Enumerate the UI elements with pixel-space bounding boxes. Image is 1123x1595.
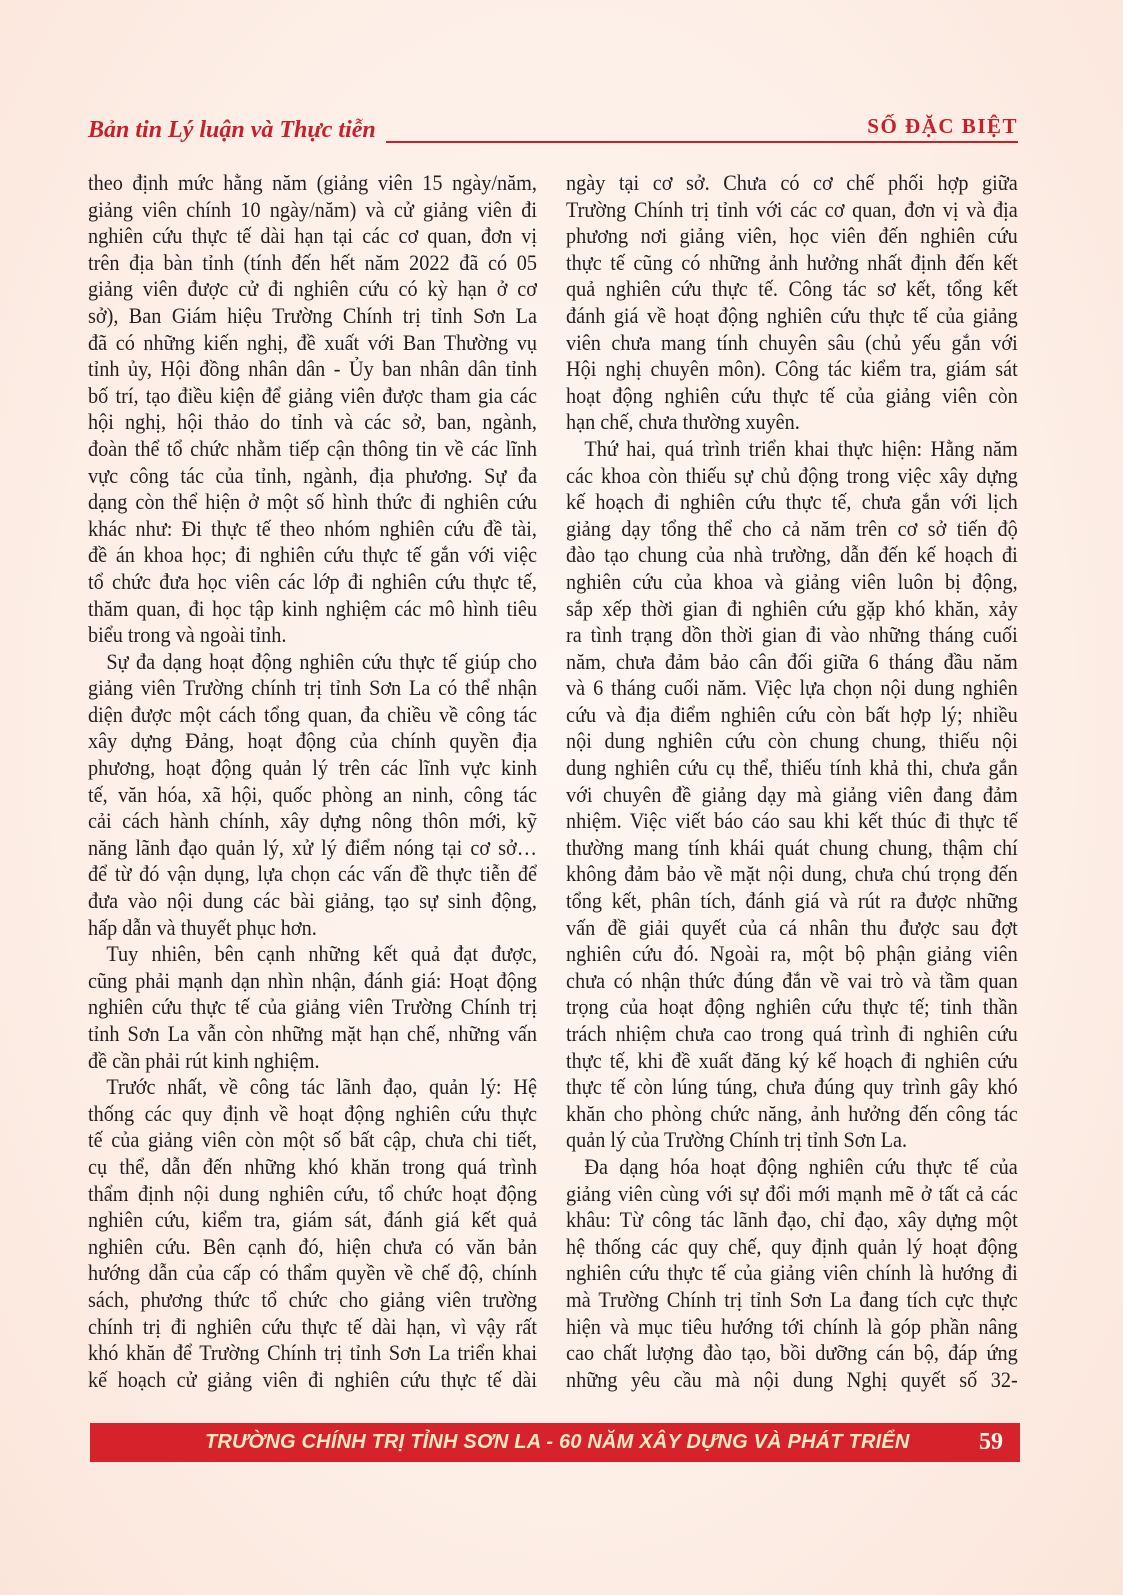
text-line: trọng của hoạt động nghiên cứu thực tế; tinh thần <box>566 994 1018 1020</box>
text-line: đã có những kiến nghị, đề xuất với Ban Thường vụ <box>88 329 537 355</box>
text-column-left <box>88 170 537 1396</box>
text-line: giảng dạy tổng thể cho cả năm trên cơ sở tiến độ <box>566 515 1018 541</box>
text-line: giảng viên Trường chính trị tỉnh Sơn La có thể nhận <box>88 675 537 701</box>
text-line: thống các quy định về hoạt động nghiên cứu thực <box>88 1100 537 1126</box>
text-line: biểu trong và ngoài tỉnh. <box>88 622 287 648</box>
text-line: trách nhiệm chưa cao trong quá trình đi nghiên cứu <box>566 1021 1018 1046</box>
text-line: tế, văn hóa, xã hội, quốc phòng an ninh, công tác <box>88 781 537 807</box>
text-line: thực tế, khi đề xuất đăng ký kế hoạch đi nghiên cứu <box>566 1047 1018 1073</box>
text-line: thực tế cũng có những ảnh hưởng nhất định đến kết <box>566 249 1018 275</box>
text-line: thực tế còn lúng túng, chưa đúng quy trình gây khó <box>566 1074 1018 1100</box>
paragraph <box>88 170 537 649</box>
text-line: để từ đó vận dụng, lựa chọn các vấn đề thực tiễn để <box>88 861 537 887</box>
text-line: nghiên cứu của khoa và giảng viên luôn bị động, <box>566 568 1018 594</box>
text-line: cụ thể, dẫn đến những khó khăn trong quá trình <box>88 1153 537 1179</box>
text-line: nghiên cứu thực tế của giảng viên chính là hướng đi <box>566 1260 1018 1286</box>
text-line: Sự đa dạng hoạt động nghiên cứu thực tế giúp cho <box>106 648 537 674</box>
text-line: các khoa còn thiếu sự chủ động trong việc xây dựng <box>566 462 1018 488</box>
text-line: nhiệm. Việc viết báo cáo sau khi kết thúc đi thực tế <box>566 808 1018 834</box>
text-line: thẩm định nội dung nghiên cứu, tổ chức hoạt động <box>88 1180 537 1206</box>
text-line: đề cần phải rút kinh nghiệm. <box>88 1047 320 1073</box>
text-line: Đa dạng hóa hoạt động nghiên cứu thực tế của <box>584 1153 1018 1179</box>
paragraph <box>88 1074 537 1393</box>
text-line: thăm quan, đi học tập kinh nghiệm các mô hình tiêu <box>88 595 537 621</box>
text-line: nghiên cứu thực tế dài hạn tại các cơ quan, đơn vị <box>88 223 537 249</box>
text-line: nghiên cứu, kiểm tra, giám sát, đánh giá kết quả <box>88 1207 537 1233</box>
text-line: trên địa bàn tỉnh (tính đến hết năm 2022 đã có 05 <box>88 249 537 275</box>
edition-label: SỐ ĐẶC BIỆT <box>867 114 1018 138</box>
text-line: ngày tại cơ sở. Chưa có cơ chế phối hợp giữa <box>566 170 1018 195</box>
text-column-right <box>566 170 1018 1396</box>
footer-banner-text: TRƯỜNG CHÍNH TRỊ TỈNH SƠN LA - 60 NĂM XÂY DỰNG VÀ PHÁT TRIỂN <box>205 1431 910 1453</box>
text-line: hội nghị, hội thảo do tỉnh và các sở, ban, ngành, <box>88 409 537 435</box>
text-line: khác như: Đi thực tế theo nhóm nghiên cứu đề tài, <box>88 515 537 541</box>
text-line: phương, hoạt động quản lý trên các lĩnh vực kinh <box>88 755 537 781</box>
text-line: Hội nghị chuyên môn). Công tác kiểm tra, giám sát <box>566 356 1018 382</box>
text-line: hấp dẫn và thuyết phục hơn. <box>88 914 317 940</box>
text-line: đánh giá về hoạt động nghiên cứu thực tế của giảng <box>566 302 1018 328</box>
text-line: khó khăn để Trường Chính trị tỉnh Sơn La triển khai <box>88 1340 537 1366</box>
text-line: vấn đề giải quyết của cá nhân thu được sau đợt <box>566 914 1018 940</box>
text-line: mà Trường Chính trị tỉnh Sơn La đang tích cực thực <box>566 1286 1018 1312</box>
text-line: kế hoạch đi nghiên cứu thực tế, chưa gắn với lịch <box>566 489 1018 515</box>
text-line: nghiên cứu thực tế của giảng viên Trường Chính trị <box>88 994 537 1020</box>
text-line: khâu: Từ công tác lãnh đạo, chỉ đạo, xây dựng một <box>566 1207 1018 1233</box>
text-line: cứu và địa điểm nghiên cứu còn bất hợp lý; nhiều <box>566 701 1018 727</box>
text-line: cao chất lượng đào tạo, bồi dưỡng cán bộ, đáp ứng <box>566 1340 1018 1366</box>
text-line: thường mang tính khái quát chung chung, thậm chí <box>566 834 1018 860</box>
header-rule <box>386 141 1018 143</box>
text-line: giảng viên được cử đi nghiên cứu có kỳ hạn ở cơ <box>88 276 537 302</box>
paragraph <box>88 649 537 942</box>
text-line: đưa vào nội dung các bài giảng, tạo sự sinh động, <box>88 888 537 914</box>
text-line: bố trí, tạo điều kiện để giảng viên được tham gia các <box>88 382 537 408</box>
text-line: sở), Ban Giám hiệu Trường Chính trị tỉnh Sơn La <box>88 302 537 328</box>
text-line: tỉnh Sơn La vẫn còn những mặt hạn chế, những vấn <box>88 1021 537 1046</box>
text-line: nghiên cứu đó. Ngoài ra, một bộ phận giảng viên <box>566 941 1018 967</box>
text-line: hệ thống các quy chế, quy định quản lý hoạt động <box>566 1233 1018 1259</box>
text-line: năm, chưa đảm bảo cân đối giữa 6 tháng đầu năm <box>566 648 1018 674</box>
paragraph <box>566 170 1018 436</box>
text-line: nội dung nghiên cứu còn chung chung, thiếu nội <box>566 728 1018 754</box>
text-line: hạn chế, chưa thường xuyên. <box>566 409 800 435</box>
text-line: đào tạo chung của nhà trường, dẫn đến kế hoạch đi <box>566 542 1018 568</box>
text-line: quản lý của Trường Chính trị tỉnh Sơn La. <box>566 1127 908 1153</box>
text-line: không đảm bảo về mặt nội dung, chưa chú trọng đến <box>566 861 1018 887</box>
text-line: diện được một cách tổng quan, đa chiều về công tác <box>88 701 537 727</box>
text-line: nghiên cứu. Bên cạnh đó, hiện chưa có văn bản <box>88 1233 537 1259</box>
text-line: giảng viên chính 10 ngày/năm) và cử giảng viên đi <box>88 196 537 222</box>
text-line: Trước nhất, về công tác lãnh đạo, quản lý: Hệ <box>106 1074 537 1100</box>
text-line: tỉnh ủy, Hội đồng nhân dân - Ủy ban nhân dân tỉnh <box>88 356 537 382</box>
text-line: và 6 tháng cuối năm. Việc lựa chọn nội dung nghiên <box>566 675 1018 701</box>
text-line: phương nơi giảng viên, học viên đến nghiên cứu <box>566 223 1018 249</box>
text-line: khăn cho phòng chức năng, ảnh hưởng đến công tác <box>566 1100 1018 1126</box>
text-line: vực công tác của tỉnh, ngành, địa phương. Sự đa <box>88 462 537 488</box>
text-line: năng lãnh đạo quản lý, xử lý điểm nóng tại cơ sở… <box>88 834 537 860</box>
text-line: Trường Chính trị tỉnh với các cơ quan, đơn vị và địa <box>566 196 1018 222</box>
text-line: sắp xếp thời gian đi nghiên cứu gặp khó khăn, xảy <box>566 595 1018 621</box>
paragraph <box>88 941 537 1074</box>
text-line: cũng phải mạnh dạn nhìn nhận, đánh giá: Hoạt động <box>88 967 537 993</box>
text-line: đề án khoa học; đi nghiên cứu thực tế gắn với việc <box>88 542 537 568</box>
text-line: xây dựng Đảng, hoạt động của chính quyền địa <box>88 728 537 754</box>
text-line: tế của giảng viên còn một số bất cập, chưa chi tiết, <box>88 1127 537 1153</box>
text-line: kế hoạch cử giảng viên đi nghiên cứu thực tế dài <box>88 1366 537 1392</box>
paragraph <box>566 436 1018 1154</box>
text-line: tổng kết, phân tích, đánh giá và rút ra được những <box>566 888 1018 914</box>
text-line: dung nghiên cứu cụ thể, thiếu tính khả thi, chưa gắn <box>566 755 1018 781</box>
text-line: đoàn thể tổ chức nhằm tiếp cận thông tin về các lĩnh <box>88 435 537 461</box>
paragraph <box>566 1154 1018 1393</box>
text-line: với chuyên đề giảng dạy mà giảng viên đang đảm <box>566 781 1018 807</box>
text-line: Thứ hai, quá trình triển khai thực hiện: Hằng năm <box>584 435 1018 461</box>
text-line: theo định mức hằng năm (giảng viên 15 ngày/năm, <box>88 170 537 195</box>
page-number: 59 <box>979 1429 1003 1455</box>
text-line: ra tình trạng dồn thời gian đi vào những tháng cuối <box>566 622 1018 648</box>
text-line: tổ chức đưa học viên các lớp đi nghiên cứu thực tế, <box>88 568 537 594</box>
text-line: quả nghiên cứu thực tế. Công tác sơ kết, tổng kết <box>566 276 1018 302</box>
text-line: chưa có nhận thức đúng đắn về vai trò và tầm quan <box>566 967 1018 993</box>
text-line: hiện và mục tiêu hướng tới chính là góp phần nâng <box>566 1313 1018 1339</box>
text-line: Tuy nhiên, bên cạnh những kết quả đạt được, <box>106 941 537 967</box>
publication-title: Bản tin Lý luận và Thực tiễn <box>88 117 376 143</box>
text-line: cải cách hành chính, xây dựng nông thôn mới, kỹ <box>88 808 537 834</box>
text-line: giảng viên cùng với sự đổi mới mạnh mẽ ở tất cả các <box>566 1180 1018 1206</box>
text-line: dạng còn thể hiện ở một số hình thức đi nghiên cứu <box>88 489 537 515</box>
text-line: chính trị đi nghiên cứu thực tế dài hạn, vì vậy rất <box>88 1313 537 1339</box>
text-line: những yêu cầu mà nội dung Nghị quyết số 32- <box>566 1366 1018 1392</box>
footer-banner <box>90 1423 1020 1462</box>
text-line: hoạt động nghiên cứu thực tế của giảng viên còn <box>566 382 1018 408</box>
text-line: sách, phương thức tổ chức cho giảng viên trường <box>88 1286 537 1312</box>
text-line: hướng dẫn của cấp có thẩm quyền về chế độ, chính <box>88 1260 537 1286</box>
text-line: viên chưa mang tính chuyên sâu (chủ yếu gắn với <box>566 329 1018 355</box>
